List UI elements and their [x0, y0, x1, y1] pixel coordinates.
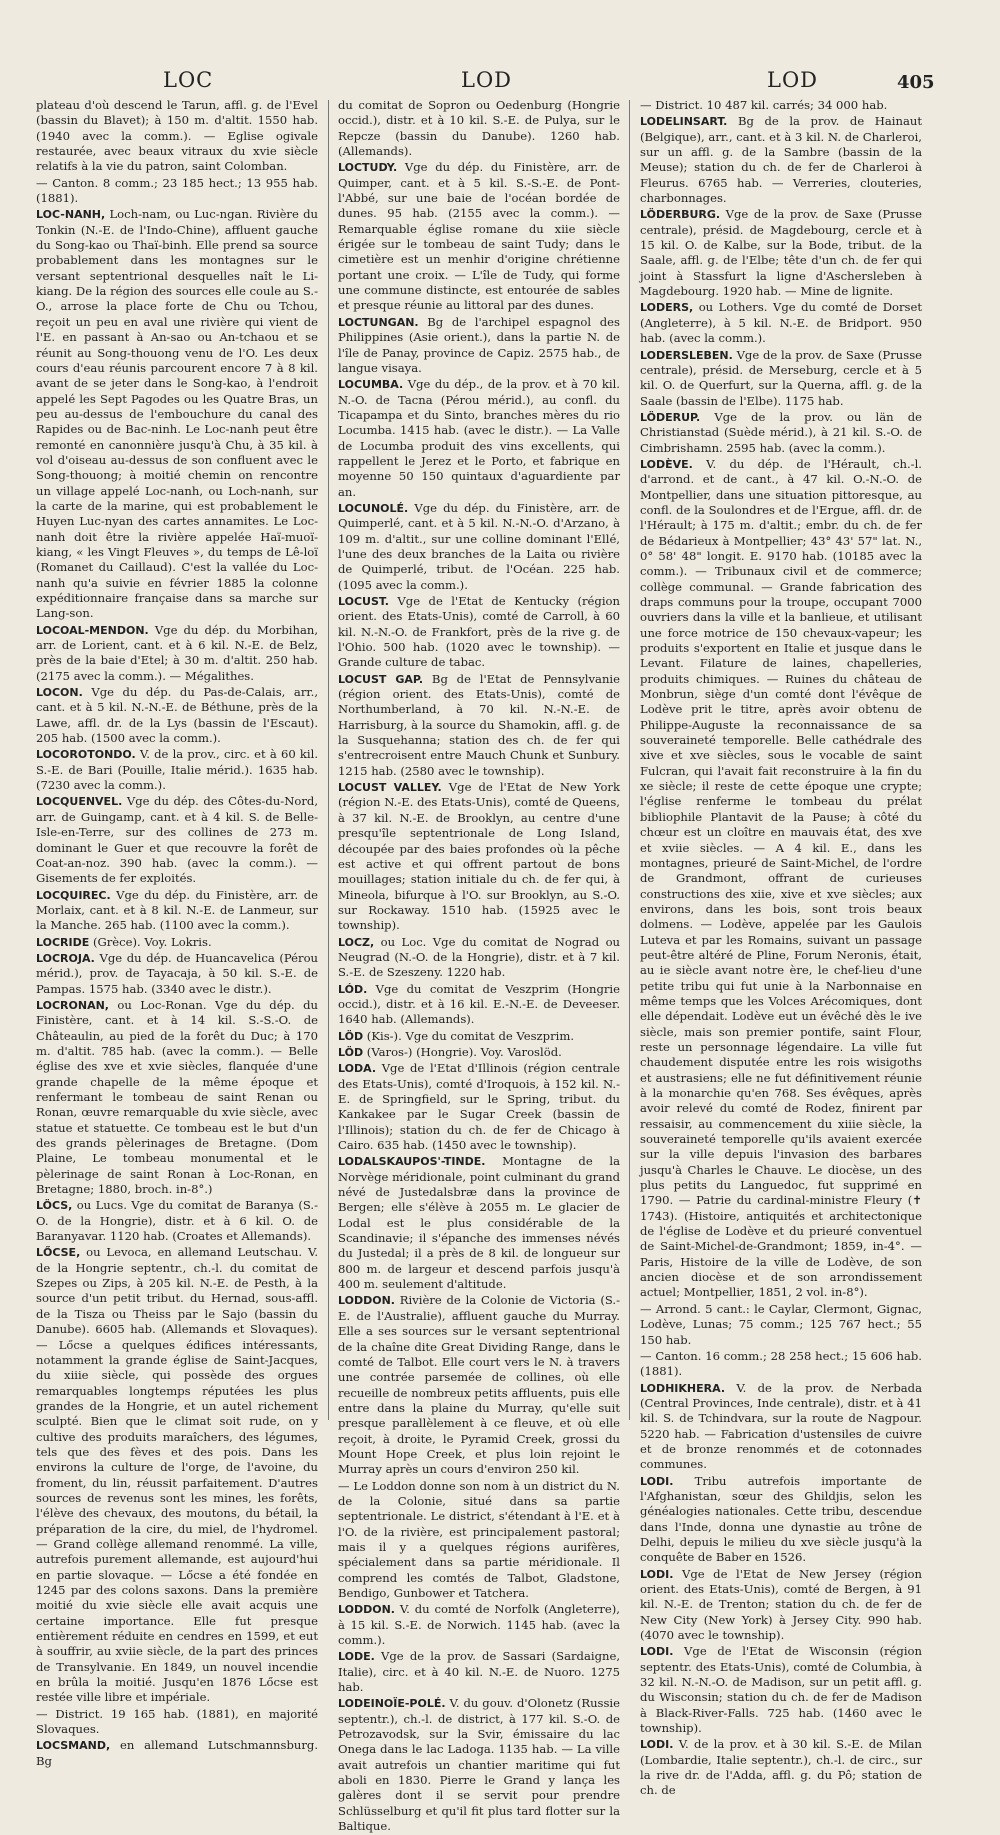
entry-text: Vge du comitat de Veszprim (Hongrie occid.), distr. et à 16 kil. E.-N.-E. de Deveeser. 1640 hab. (Allemands). [338, 981, 621, 1027]
entry-text: (Grèce). Voy. Lokris. [92, 934, 212, 949]
dictionary-entry [36, 998, 318, 1197]
dictionary-entry [338, 160, 620, 313]
dictionary-entry [338, 377, 620, 500]
entry-text: ou Loc-Ronan. Vge du dép. du Finistère, cant. et à 14 kil. S.-S.-O. de Châteaulin, au pied de la forêt du Duc; à 170 m. d'altit. 785 hab. (avec la comm.). — Belle église des xve et xvie siècles, flanquée d'une grande chapelle de la même époque et renfermant le tombeau de saint Renan ou Ronan, œuvre remarquable du xvie siècle, avec statue et statuette. Ce tombeau est le but d'un des grands pèlerinages de Bretagne. (Dom Plaine, Le tombeau monumental et le pèlerinage de saint Ronan à Loc-Ronan, en Bretagne; 1880, broch. in-8°.) [36, 997, 318, 1197]
text-column-2 [338, 98, 621, 1834]
entry-text: V. de la prov. de Nerbada (Central Provinces, Inde centrale), distr. et à 41 kil. S. de Tchindvara, sur la route de Nagpour. 5220 hab. — Fabrication d'ustensiles de cuivre et de bronze renommés et de cotonnades communes. [640, 1380, 922, 1472]
entry-text: en allemand Lutschmannsburg. Bg [36, 1738, 318, 1768]
entry-text: Vge du dép. du Finistère, arr. de Quimper, cant. et à 5 kil. S.-S.-E. de Pont-l'Abbé, sur une baie de l'océan bordée de dunes. 95 hab. (2155 avec la comm.). — Remarquable église romane du xiie siècle érigée sur le tombeau de saint Tudy; dans le cimetière est un menhir d'origine chrétienne portant une croix. — L'île de Tudy, qui forme une commune distincte, est entourée de sables et presque réunie au littoral par des dunes. [338, 160, 621, 313]
text-column-3 [640, 98, 923, 1798]
entry-headword: LÖCS, [36, 1199, 73, 1213]
entry-headword: LODI. [640, 1645, 674, 1659]
running-head-right: LOD [767, 68, 818, 92]
entry-headword: LOCROJA. [36, 951, 95, 965]
entry-headword: LOCRONAN, [36, 998, 109, 1012]
dictionary-entry [640, 1567, 922, 1644]
dictionary-entry [640, 1737, 922, 1798]
entry-text: Loch-nam, ou Luc-ngan. Rivière du Tonkin (N.-E. de l'Indo-Chine), affluent gauche du Song-kao ou Thaï-binh. Elle prend sa source probablement dans les montagnes sur le versant septentrional desquelles naît le Li-kiang. De la région des sources elle coule au S.-O., arrose la place forte de Chu ou Tchou, reçoit un peu en aval une rivière qui vient de l'E. en passant à An-sao ou An-tchaou et se réunit au Song-thouong venu de l'O. Les deux cours d'eau réunis parcourent encore 7 à 8 kil. avant de se jeter dans le Song-kao, à l'endroit appelé les Sept Pagodes ou les Quatre Bras, un peu au-dessus de l'embouchure du canal des Rapides ou de Bac-ninh. Le Loc-nanh peut être remonté en canonnière jusqu'à Chu, à 35 kil. à vol d'oiseau au-dessus de son confluent avec le Song-thouong; à moitié chemin on rencontre un village appelé Loc-nanh, ou Loch-nanh, sur la carte de la marine, qui est probablement le Huyen Luc-nyan des cartes annamites. Le Loc-nanh doit être la rivière appelée Haï-muoï-kiang, « les Vingt Fleuves », du temps de Lê-loï (Romanet du Caillaud). C'est la vallée du Loc-nanh qu'a suivie en février 1885 la colonne expéditionnaire française dans sa marche sur Lang-son. [36, 207, 318, 621]
dictionary-entry [640, 1474, 922, 1566]
dictionary-entry [36, 207, 318, 621]
entry-text: Rivière de la Colonie de Victoria (S.-E. de l'Australie), affluent gauche du Murray. Elle a ses sources sur le versant septentrional de la chaîne dite Great Dividing Range, dans le comté de Talbot. Elle court vers le N. à travers une contrée parsemée de collines, où elle recueille de nombreux petits affluents, puis elle entre dans la plaine du Murray, qu'elle suit presque parallèlement à ce fleuve, et où elle reçoit, à droite, le Pyramid Creek, grossi du Mount Hope Creek, et plus loin rejoint le Murray après un cours d'environ 250 kil. [338, 1293, 620, 1477]
dictionary-entry [338, 1029, 620, 1044]
column-divider [629, 100, 630, 1420]
entry-headword: LODERSLEBEN. [640, 348, 733, 362]
dictionary-entry [338, 501, 620, 593]
entry-headword: LODE. [338, 1650, 375, 1664]
dictionary-entry [36, 794, 318, 886]
entry-text: Bg de l'Etat de Pennsylvanie (région orient. des Etats-Unis), comté de Northumberland, à 70 kil. N.-N.-E. de Harrisburg, à la source du Shamokin, affl. g. de la Susquehanna; station des ch. de fer qui s'entrecroisent entre Mauch Chunk et Sunbury. 1215 hab. (2580 avec le township). [338, 671, 620, 778]
entry-text: Montagne de la Norvège méridionale, point culminant du grand névé de Justedalsbræ dans la province de Bergen; elle s'élève à 2055 m. Le glacier de Lodal est le plus considérable de la Scandinavie; il s'épanche des immenses névés du Justedal; il a près de 8 kil. de longueur sur 800 m. de largeur et descend parfois jusqu'à 400 m. seulement d'altitude. [338, 1154, 620, 1292]
entry-headword: LODDON. [338, 1603, 395, 1617]
dictionary-entry [338, 315, 620, 376]
dictionary-entry [36, 685, 318, 746]
entry-headword: LOCON. [36, 686, 83, 700]
entry-headword: LOCQUIREC. [36, 888, 111, 902]
running-head-left: LOC [163, 68, 214, 92]
entry-headword: LOCUNOLÉ. [338, 501, 409, 515]
entry-headword: LODERS, [640, 301, 694, 315]
entry-text: Bg de l'archipel espagnol des Philippines (Asie orient.), dans la partie N. de l'île de Panay, province de Capiz. 2575 hab., de langue visaya. [338, 314, 620, 375]
entry-text: Vge de la prov. de Saxe (Prusse centrale), présid. de Merseburg, cercle et à 5 kil. O. de Querfurt, sur la Querna, affl. g. de la Saale (bassin de l'Elbe). 1175 hab. [640, 347, 923, 408]
dictionary-entry [640, 1302, 922, 1348]
dictionary-entry [640, 1644, 922, 1736]
dictionary-entry [36, 747, 318, 793]
dictionary-entry [338, 935, 620, 981]
dictionary-entry [640, 98, 922, 113]
dictionary-entry [338, 1045, 620, 1060]
dictionary-entry [640, 1381, 922, 1473]
entry-text: du comitat de Sopron ou Oedenburg (Hongrie occid.), distr. et à 10 kil. S.-E. de Pulya, sur le Repcze (bassin du Danube). 1260 hab. (Allemands). [338, 98, 620, 159]
entry-text: plateau d'où descend le Tarun, affl. g. de l'Evel (bassin du Blavet); à 150 m. d'altit. 1550 hab. (1940 avec la comm.). — Eglise ogivale restaurée, avec beaux vitraux du xvie siècle relatifs à la vie du patron, saint Colomban. [36, 98, 318, 174]
text-column-1 [36, 98, 319, 1768]
dictionary-entry [640, 207, 922, 299]
entry-text: (Kis-). Vge du comitat de Veszprim. [366, 1028, 575, 1043]
entry-text: Bg de la prov. de Hainaut (Belgique), arr., cant. et à 3 kil. N. de Charleroi, sur un affl. g. de la Sambre (bassin de la Meuse); station du ch. de fer de Charleroi à Fleurus. 6765 hab. — Verreries, clouteries, charbonnages. [640, 114, 923, 206]
dictionary-entry [640, 348, 922, 409]
dictionary-entry [36, 176, 318, 207]
entry-text: ou Lothers. Vge du comté de Dorset (Angleterre), à 5 kil. N.-E. de Bridport. 950 hab. (avec la comm.). [640, 300, 922, 346]
entry-text: Vge du dép. du Finistère, arr. de Quimperlé, cant. et à 5 kil. N.-N.-O. d'Arzano, à 109 m. d'altit., sur une colline dominant l'Ellé, l'une des deux branches de la Laita ou rivière de Quimperlé, tribut. de l'Océan. 225 hab. (1095 avec la comm.). [338, 500, 621, 592]
dictionary-entry [338, 1293, 620, 1477]
entry-headword: LOCQUENVEL. [36, 795, 123, 809]
entry-text: Vge de la prov. ou län de Christianstad (Suède mérid.), à 21 kil. S.-O. de Cimbrishamn. 2595 hab. (avec la comm.). [640, 409, 923, 455]
entry-text: Tribu autrefois importante de l'Afghanistan, sœur des Ghildjis, selon les généalogies nationales. Cette tribu, descendue dans l'Inde, donna une dynastie au trône de Delhi, depuis le milieu du xve siècle jusqu'à la conquête de Baber en 1526. [640, 1473, 922, 1565]
entry-text: Vge de l'Etat de Kentucky (région orient. des Etats-Unis), comté de Carroll, à 60 kil. N.-N.-O. de Frankfort, près de la rive g. de l'Ohio. 500 hab. (1020 avec le township). — Grande culture de tabac. [338, 594, 620, 670]
entry-headword: LOCRIDE [36, 935, 90, 949]
dictionary-entry [338, 1061, 620, 1153]
entry-text: Vge de l'Etat d'Illinois (région centrale des Etats-Unis), comté d'Iroquois, à 152 kil. N.-E. de Springfield, sur le Spring, tribut. du Kankakee par le Sugar Creek (bassin de l'Illinois); station du ch. de fer de Chicago à Cairo. 635 hab. (1450 avec le township). [338, 1061, 620, 1153]
entry-text: V. du dép. de l'Hérault, ch.-l. d'arrond. et de cant., à 47 kil. O.-N.-O. de Montpellier, dans une situation pittoresque, au confl. de la Soulondres et de l'Ergue, affl. dr. de l'Hérault; à 175 m. d'altit.; embr. du ch. de fer de Bédarieux à Montpellier; 43° 43' 57" lat. N., 0° 58' 48" longit. E. 9170 hab. (10185 avec la comm.). — Tribunaux civil et de commerce; collège communal. — Grande fabrication des draps communs pour la troupe, occupant 7000 ouvriers dans la ville et la banlieue, et utilisant une force motrice de 150 chevaux-vapeur; les produits s'exportent en Italie et jusque dans le Levant. Filature de laines, chapelleries, produits chimiques. — Ruines du château de Monbrun, siège d'un comté dont l'évêque de Lodève prit le titre, après avoir obtenu de Philippe-Auguste la reconnaissance de sa souveraineté temporelle. Belle cathédrale des xive et xve siècles, sous le vocable de saint Fulcran, qui l'avait fait reconstruire à la fin du xe siècle; il reste de cette époque une crypte; l'église renferme le tombeau du prélat bibliophile Plantavit de la Pause; à côté du chœur est un cloître en mauvais état, des xve et xviie siècles. — A 4 kil. E., dans les montagnes, prieuré de Saint-Michel, de l'ordre de Grandmont, offrant de curieuses constructions des xiie, xive et xve siècles; aux environs, dans les bois, sont trois beaux dolmens. — Lodève, appelée par les Gaulois Luteva et par les Romains, suivant un passage peut-être altéré de Pline, Forum Neronis, était, au ie siècle avant notre ère, le chef-lieu d'une petite tribu qui fut unie à la Narbonnaise en même temps que les Volces Arécomiques, dont elle dépendait. Lodève eut un évêché dès le ive siècle, mais son premier pontife, saint Flour, reste un personnage légendaire. La ville fut chaudement disputée entre les rois wisigoths et austrasiens; elle ne fut définitivement réunie à la monarchie qu'en 768. Ses évêques, après avoir relevé du comté de Rodez, finirent par ressaisir, au commencement du xiiie siècle, la souveraineté temporelle qu'ils avaient exercée sur la ville depuis l'invasion des barbares jusqu'à Charles le Chauve. Le diocèse, un des plus petits du Languedoc, fut supprimé en 1790. — Patrie du cardinal-ministre Fleury (✝ 1743). (Histoire, antiquités et architectonique de l'église de Lodève et du prieuré conventuel de Saint-Michel-de-Grandmont; 1859, in-4°. — Paris, Histoire de la ville de Lodève, de son ancien diocèse et de son arrondissement actuel; Montpellier, 1851, 2 vol. in-8°). [640, 456, 922, 1300]
dictionary-entry [36, 623, 318, 684]
dictionary-entry [338, 1696, 620, 1834]
entry-text: Vge du dép. du Pas-de-Calais, arr., cant. et à 5 kil. N.-N.-E. de Béthune, près de la Lawe, affl. dr. de la Lys (bassin de l'Escaut). 205 hab. (1500 avec la comm.). [36, 685, 318, 746]
dictionary-entry [338, 780, 620, 933]
dictionary-entry [36, 935, 318, 950]
dictionary-entry [36, 1738, 318, 1769]
dictionary-entry [640, 1349, 922, 1380]
entry-text: Vge de l'Etat de Wisconsin (région septentr. des Etats-Unis), comté de Columbia, à 32 kil. N.-N.-O. de Madison, sur un petit affl. g. du Wisconsin; station du ch. de fer de Madison à Black-River-Falls. 725 hab. (1460 avec le township). [640, 1644, 922, 1736]
entry-text: Vge de l'Etat de New York (région N.-E. des Etats-Unis), comté de Queens, à 37 kil. N.-E. de Brooklyn, au centre d'une presqu'île septentrionale de Long Island, découpée par des baies profondes où la pêche est active et qui offrent partout de bons mouillages; station initiale du ch. de fer qui, à Mineola, bifurque à l'O. sur Brooklyn, au S.-O. sur Rockaway. 1510 hab. (15925 avec le township). [338, 780, 620, 933]
entry-headword: LÖDERBURG. [640, 208, 721, 222]
entry-text: — Canton. 16 comm.; 28 258 hect.; 15 606 hab. (1881). [640, 1348, 922, 1379]
entry-text: ou Lucs. Vge du comitat de Baranya (S.-O. de la Hongrie), distr. et à 6 kil. O. de Baranyavar. 1120 hab. (Croates et Allemands). [36, 1198, 318, 1244]
entry-headword: LODALSKAUPOS'-TINDE. [338, 1155, 486, 1169]
entry-headword: LODHIKHERA. [640, 1381, 726, 1395]
entry-headword: LOCOAL-MENDON. [36, 623, 149, 637]
dictionary-entry [338, 1154, 620, 1292]
dictionary-entry [36, 98, 318, 175]
entry-text: Vge du dép. du Morbihan, arr. de Lorient, cant. et à 6 kil. N.-E. de Belz, près de la baie d'Etel; à 30 m. d'altit. 250 hab. (2175 avec la comm.). — Mégalithes. [36, 622, 319, 683]
entry-headword: LODI. [640, 1738, 674, 1752]
entry-text: — District. 19 165 hab. (1881), en majorité Slovaques. [36, 1706, 318, 1737]
dictionary-entry [36, 888, 318, 934]
entry-text: Vge du dép. des Côtes-du-Nord, arr. de Guingamp, cant. et à 4 kil. S. de Belle-Isle-en-Terre, sur des collines de 273 m. dominant le Guer et que recouvre la forêt de Coat-an-noz. 390 hab. (avec la comm.). — Gisements de fer exploités. [36, 794, 319, 886]
entry-headword: LOCOROTONDO. [36, 748, 136, 762]
entry-text: — District. 10 487 kil. carrés; 34 000 hab. [640, 98, 888, 112]
page-header [0, 62, 1000, 102]
entry-headword: LÖDERUP. [640, 410, 701, 424]
entry-headword: LOC-NANH, [36, 208, 106, 222]
entry-headword: LOCUMBA. [338, 378, 404, 392]
dictionary-entry [338, 1479, 620, 1602]
dictionary-entry [36, 1245, 318, 1705]
column-divider [328, 100, 329, 1420]
dictionary-entry [338, 982, 620, 1028]
entry-text: ou Loc. Vge du comitat de Nograd ou Neugrad (N.-O. de la Hongrie), distr. et à 7 kil. S.-E. de Szeszeny. 1220 hab. [338, 934, 621, 980]
entry-text: Vge du dép. de Huancavelica (Pérou mérid.), prov. de Tayacaja, à 50 kil. S.-E. de Pampas. 1575 hab. (3340 avec le distr.). [36, 950, 319, 996]
entry-headword: LOCUST GAP. [338, 672, 424, 686]
entry-headword: LODEINOÏE-POLÉ. [338, 1697, 446, 1711]
entry-text: ou Levoca, en allemand Leutschau. V. de la Hongrie septentr., ch.-l. du comitat de Szepes ou Zips, à 205 kil. N.-E. de Pesth, à la source d'un petit tribut. du Hernad, sous-affl. de la Tisza ou Theiss par le Sajo (bassin du Danube). 6605 hab. (Allemands et Slovaques). — Lőcse a quelques édifices intéressants, notamment la grande église de Saint-Jacques, du xiiie siècle, qui possède des orgues remarquables longtemps réputées les plus grandes de la Hongrie, et un autel richement sculpté. Bien que le climat soit rude, on y cultive des produits maraîchers, des légumes, tels que des fèves et des pois. Dans les environs la culture de l'orge, de l'avoine, du froment, du lin, réussit parfaitement. D'autres sources de revenus sont les mines, les forêts, l'élève des chevaux, des moutons, du bétail, la préparation de la cire, du miel, de l'hydromel. — Grand collège allemand renommé. La ville, autrefois purement allemande, est aujourd'hui en partie slovaque. — Lőcse a été fondée en 1245 par des colons saxons. Dans la première moitié du xvie siècle elle avait acquis une certaine importance. Elle fut presque entièrement réduite en cendres en 1599, et eut à souffrir, au xviie siècle, de la part des princes de Transylvanie. En 1849, un nouvel incendie en brûla la moitié. Jusqu'en 1876 Lőcse est restée ville libre et impériale. [36, 1245, 319, 1705]
entry-headword: LODI. [640, 1474, 674, 1488]
entry-text: — Arrond. 5 cant.: le Caylar, Clermont, Gignac, Lodève, Lunas; 75 comm.; 125 767 hect.; 55 150 hab. [640, 1301, 922, 1347]
entry-headword: LOCTUNGAN. [338, 315, 419, 329]
entry-text: V. de la prov., circ. et à 60 kil. S.-E. de Bari (Pouille, Italie mérid.). 1635 hab. (7230 avec la comm.). [36, 747, 318, 793]
dictionary-entry [36, 1198, 318, 1244]
dictionary-entry [338, 672, 620, 779]
entry-text: (Varos-) (Hongrie). Voy. Varoslöd. [366, 1044, 562, 1059]
entry-text: V. du comté de Norfolk (Angleterre), à 15 kil. S.-E. de Norwich. 1145 hab. (avec la comm.). [338, 1602, 620, 1648]
entry-headword: LODDON. [338, 1294, 395, 1308]
entry-headword: LODELINSART. [640, 115, 728, 129]
entry-text: Vge du dép., de la prov. et à 70 kil. N.-O. de Tacna (Pérou mérid.), au confl. du Ticapampa et du Sinto, branches mères du rio Locumba. 1415 hab. (avec le distr.). — La Valle de Locumba produit des vins excellents, qui rappellent le Jerez et le Porto, et fabrique en moyenne 50 150 quintaux d'aguardiente par an. [338, 377, 620, 499]
dictionary-entry [338, 1649, 620, 1695]
dictionary-entry [640, 300, 922, 346]
entry-headword: LŐCSE, [36, 1246, 81, 1260]
entry-headword: LÓD. [338, 982, 368, 996]
entry-text: Vge de la prov. de Sassari (Sardaigne, Italie), circ. et à 40 kil. N.-E. de Nuoro. 1275 hab. [338, 1649, 620, 1695]
dictionary-entry [338, 1602, 620, 1648]
running-head-center: LOD [461, 68, 512, 92]
entry-headword: LOCZ, [338, 935, 375, 949]
entry-headword: LOCUST VALLEY. [338, 781, 442, 795]
dictionary-entry [338, 594, 620, 671]
entry-text: V. du gouv. d'Olonetz (Russie septentr.), ch.-l. de district, à 177 kil. S.-O. de Petrozavodsk, sur la Svir, émissaire du lac Onega dans le lac Ladoga. 1135 hab. — La ville avait autrefois un chantier maritime qui fut aboli en 1830. Pierre le Grand y lança les galères dont il se servit pour prendre Schlüsselburg et qu'il fit plus tard flotter sur la Baltique. [338, 1696, 620, 1834]
dictionary-entry [640, 114, 922, 206]
dictionary-entry [640, 457, 922, 1301]
entry-headword: LOCTUDY. [338, 161, 398, 175]
entry-text: — Le Loddon donne son nom à un district du N. de la Colonie, situé dans sa partie septentrionale. Le district, s'étendant à l'E. et à l'O. de la rivière, est principalement pastoral; mais il y a quelques régions aurifères, spécialement dans sa partie méridionale. Il comprend les comtés de Talbot, Gladstone, Bendigo, Gunbower et Tatchera. [338, 1478, 620, 1600]
dictionary-entry [36, 951, 318, 997]
entry-headword: LODA. [338, 1062, 376, 1076]
entry-headword: LÖD [338, 1045, 364, 1059]
dictionary-entry [36, 1707, 318, 1738]
entry-text: — Canton. 8 comm.; 23 185 hect.; 13 955 hab. (1881). [36, 175, 318, 206]
entry-headword: LÖD [338, 1029, 364, 1043]
entry-headword: LOCSMAND, [36, 1739, 111, 1753]
dictionary-entry [338, 98, 620, 159]
page-number: 405 [897, 72, 935, 93]
dictionary-entry [640, 410, 922, 456]
entry-headword: LOCUST. [338, 595, 389, 608]
entry-headword: LODÈVE. [640, 457, 693, 471]
entry-text: V. de la prov. et à 30 kil. S.-E. de Milan (Lombardie, Italie septentr.), ch.-l. de circ., sur la rive dr. de l'Adda, affl. g. du Pô; station de ch. de [640, 1737, 922, 1798]
entry-text: Vge de la prov. de Saxe (Prusse centrale), présid. de Magdebourg, cercle et à 15 kil. O. de Kalbe, sur la Bode, tribut. de la Saale, affl. g. de l'Elbe; tête d'un ch. de fer qui joint à Stassfurt la ligne d'Aschersleben à Magdebourg. 1920 hab. — Mine de lignite. [640, 207, 922, 299]
entry-text: Vge de l'Etat de New Jersey (région orient. des Etats-Unis), comté de Bergen, à 91 kil. N.-E. de Trenton; station du ch. de fer de New City (New York) à Jersey City. 990 hab. (4070 avec le township). [640, 1566, 923, 1643]
entry-headword: LODI. [640, 1567, 674, 1581]
entry-text: Vge du dép. du Finistère, arr. de Morlaix, cant. et à 8 kil. N.-E. de Lanmeur, sur la Manche. 265 hab. (1100 avec la comm.). [36, 887, 319, 933]
